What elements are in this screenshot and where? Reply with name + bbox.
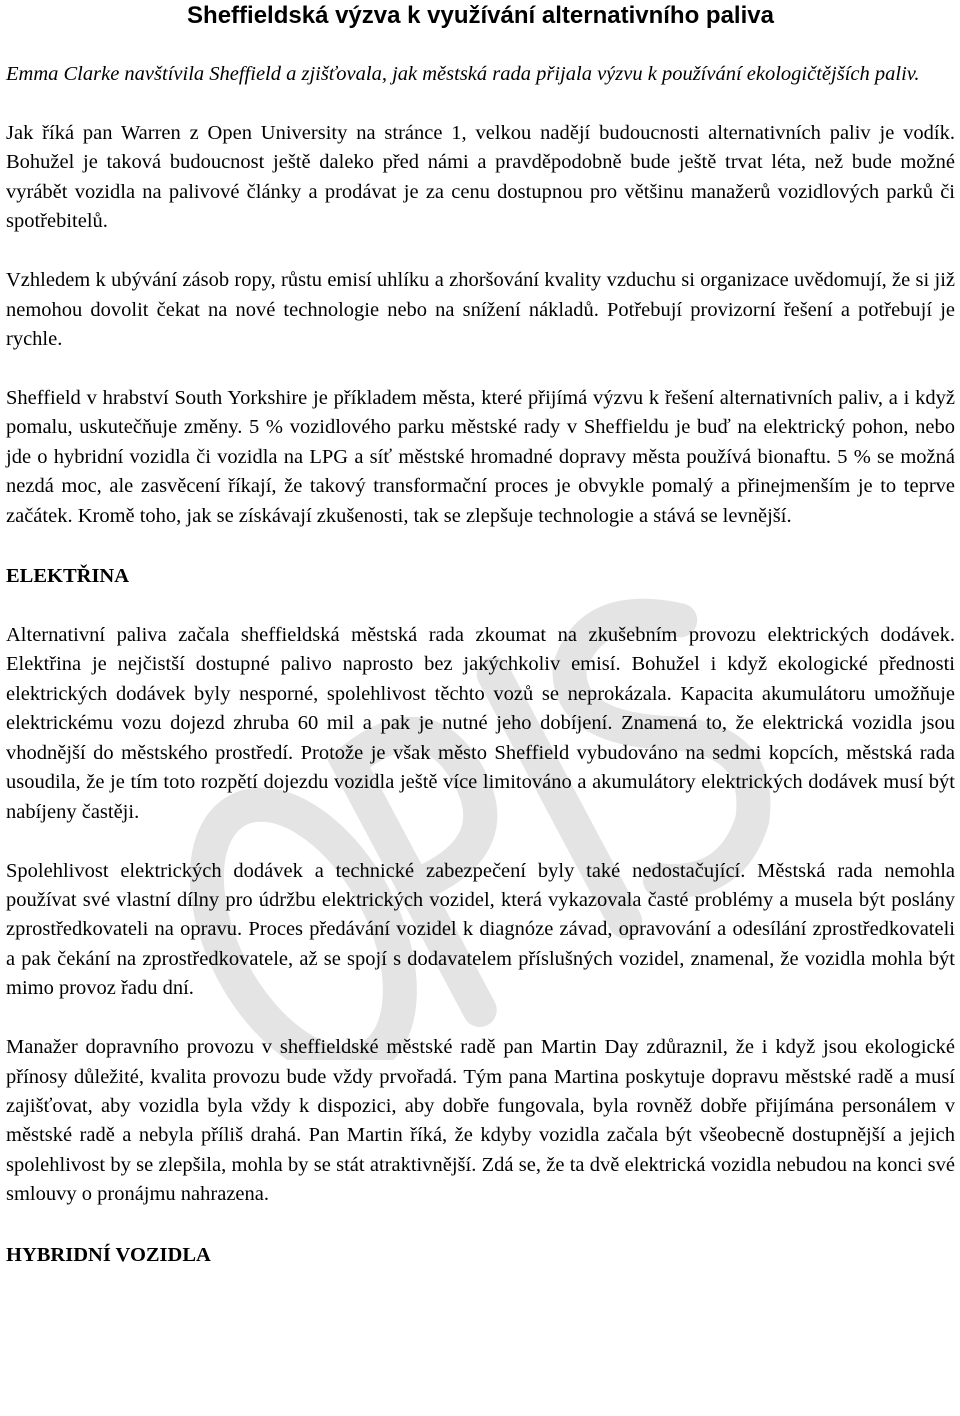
lede-paragraph: Emma Clarke navštívila Sheffield a zjišťovala, jak městská rada přijala výzvu k používání ekologičtějších paliv. [6, 63, 920, 85]
body-paragraph: Manažer dopravního provozu v sheffieldské městské radě pan Martin Day zdůraznil, že i když jsou ekologické přínosy důležité, kvalita provozu bude vždy prvořadá. Tým pana Martina poskytuje dopravu městské radě a musí zajišťovat, aby vozidla byla vždy k dispozici, aby dobře fungovala, byla rovněž dobře přijímána personálem v městské radě a nebyla příliš drahá. Pan Martin říká, že kdyby vozidla začala být všeobecně dostupnější a jejich spolehlivost by se zlepšila, mohla by se stát atraktivnější. Zdá se, že ta dvě elektrická vozidla nebudou na konci své smlouvy o pronájmu nahrazena. [6, 1036, 955, 1206]
body-paragraph: Spolehlivost elektrických dodávek a technické zabezpečení byly také nedostačující. Městská rada nemohla používat své vlastní dílny pro údržbu elektrických vozidel, která vykazovala časté problémy a musela být poslány zprostředkovateli na opravu. Proces předávání vozidel k diagnóze závad, opravování a odesílání zprostředkovateli a pak čekání na zprostředkovatele, až se spojí s dodavatelem příslušných vozidel, znamenal, že vozidla mohla být mimo provoz řadu dní. [6, 859, 955, 1000]
page-title: Sheffieldská výzva k využívání alternativního paliva [187, 2, 774, 29]
body-paragraph: Vzhledem k ubývání zásob ropy, růstu emisí uhlíku a zhoršování kvality vzduchu si organizace uvědomují, že si již nemohou dovolit čekat na nové technologie nebo na snížení nákladů. Potřebují provizorní řešení a potřebují je rychle. [6, 269, 955, 351]
body-paragraph: Alternativní paliva začala sheffieldská městská rada zkoumat na zkušebním provozu elektrických dodávek. Elektřina je nejčistší dostupné palivo naprosto bez jakýchkoliv emisí. Bohužel i když ekologické přednosti elektrických dodávek byly nesporné, spolehlivost těchto vozů se neprokázala. Kapacita akumulátoru umožňuje elektrickému vozu dojezd zhruba 60 mil a pak je nutné jeho dobíjení. Znamená to, že elektrická vozidla jsou vhodnější do městského prostředí. Protože je však město Sheffield vybudováno na sedmi kopcích, městská rada usoudila, že je tím toto rozpětí dojezdu vozidla ještě více limitováno a akumulátory elektrických dodávek musí být nabíjeny častěji. [6, 624, 955, 823]
body-paragraph: Sheffield v hrabství South Yorkshire je příkladem města, které přijímá výzvu k řešení alternativních paliv, a i když pomalu, uskutečňuje změny. 5 % vozidlového parku městské rady v Sheffieldu je buď na elektrický pohon, nebo jde o hybridní vozidla či vozidla na LPG a síť městské hromadné dopravy města používá bionaftu. 5 % se možná nezdá moc, ale zasvěcení říkají, že takový transformační proces je obvykle pomalý a přinejmenším je to teprve začátek. Kromě toho, jak se získávají zkušenosti, tak se zlepšuje technologie a stává se levnější. [6, 387, 955, 527]
body-paragraph: Jak říká pan Warren z Open University na stránce 1, velkou nadějí budoucnosti alternativních paliv je vodík. Bohužel je taková budoucnost ještě daleko před námi a pravděpodobně bude ještě trvat léta, než bude možné vyrábět vozidla na palivové články a prodávat je za cenu dostupnou pro většinu manažerů vozidlových parků či spotřebitelů. [6, 122, 955, 233]
section-heading-hybrid: HYBRIDNÍ VOZIDLA [6, 1243, 211, 1266]
section-heading-electricity: ELEKTŘINA [6, 565, 130, 588]
